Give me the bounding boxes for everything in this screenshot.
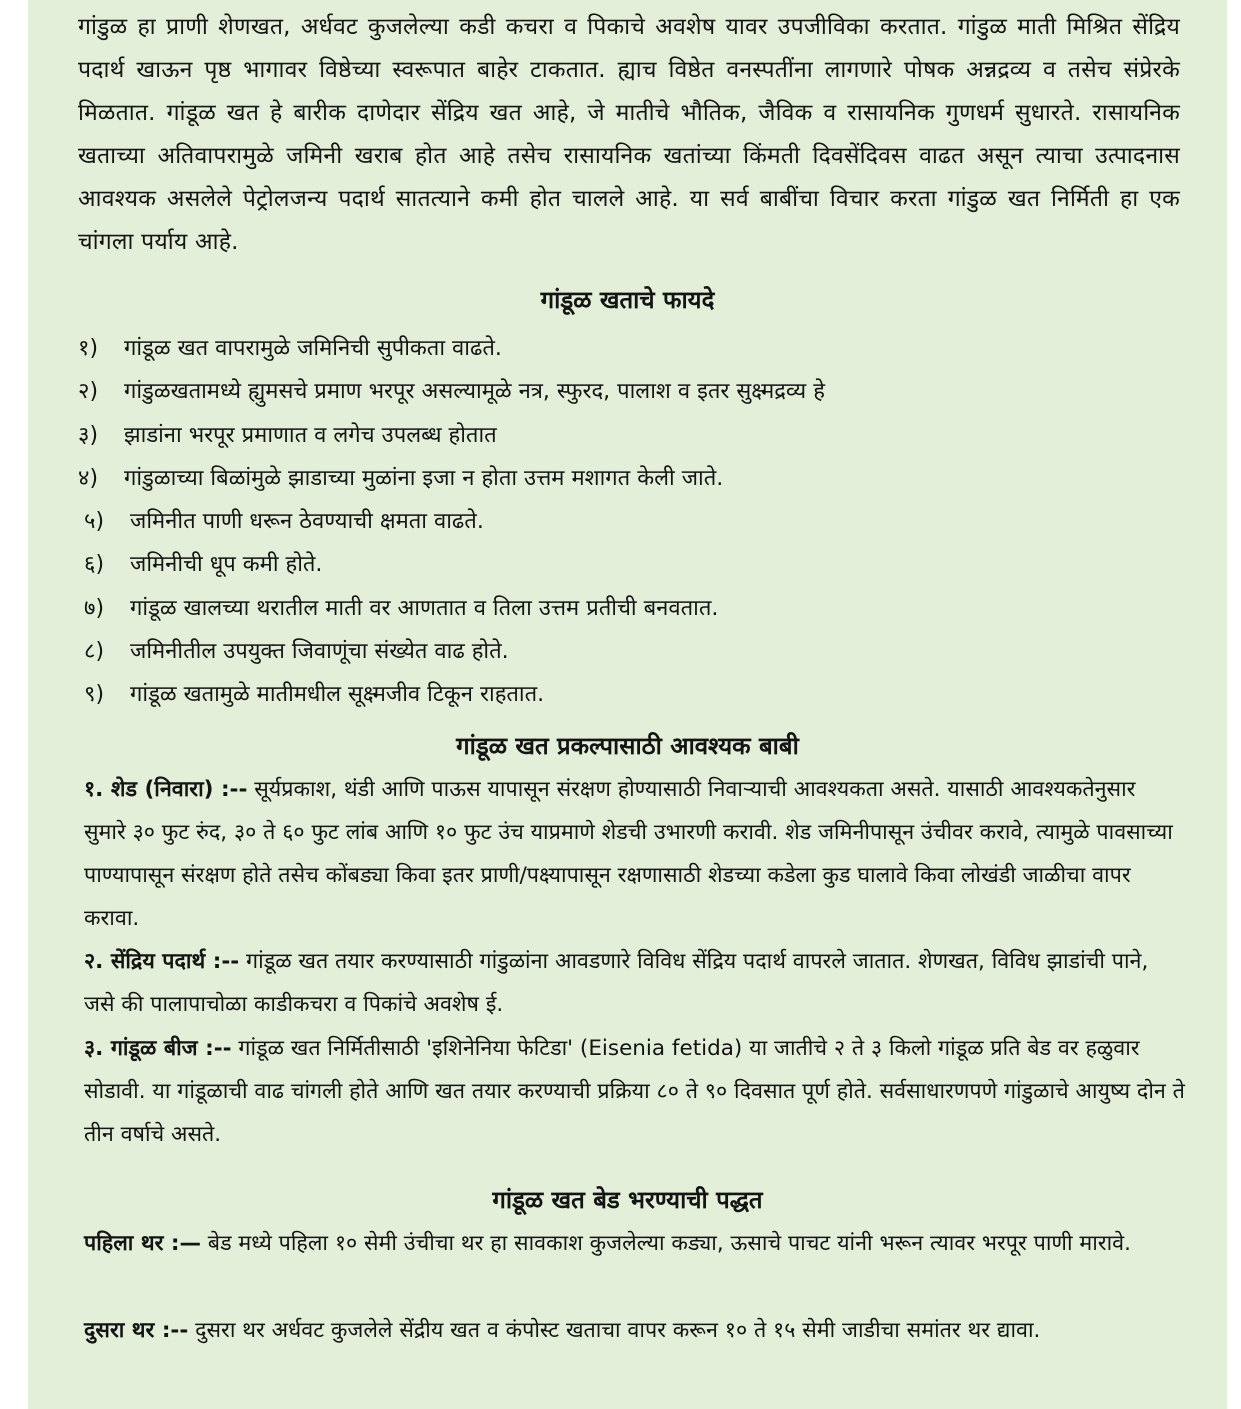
layer1-paragraph (84, 1222, 1180, 1265)
item-number: ६) (84, 552, 105, 578)
item-text: जमिनीतील उपयुक्त जिवाणूंचा संख्येत वाढ होते. (130, 639, 509, 665)
list-item (78, 543, 1180, 586)
shed-label: १. शेड (निवारा) :-- (84, 777, 248, 802)
shed-text: सूर्यप्रकाश, थंडी आणि पाऊस यापासून संरक्षण होण्यासाठी निवाऱ्याची आवश्यकता असते. यासाठी आवश्यकतेनुसार सुमारे ३० फुट रुंद, ३० ते ६० फुट लांब आणि १० फुट उंच याप्रमाणे शेडची उभारणी करावी. शेड जमिनीपासून उंचीवर करावे, त्यामुळे पावसाच्या पाण्यापासून संरक्षण होते तसेच कोंबड्या किवा इतर प्राणी/पक्ष्यापासून रक्षणासाठी शेडच्या कडेला कुड घालावे किवा लोखंडी जाळीचा वापर करावा. (84, 777, 1173, 931)
item-text: गांडूळ खत वापरामुळे जमिनिची सुपीकता वाढते. (124, 336, 502, 361)
document-page (28, 0, 1227, 1409)
layer2-paragraph (84, 1309, 1180, 1352)
seed-label: ३. गांडूळ बीज :-- (84, 1036, 232, 1061)
organic-paragraph (84, 940, 1180, 1026)
item-number: ९) (84, 682, 105, 708)
benefits-list (78, 327, 1180, 717)
list-item (78, 673, 1180, 716)
item-text: जमिनीची धूप कमी होते. (130, 552, 323, 578)
list-item (78, 630, 1180, 673)
bed-method-heading: गांडूळ खत बेड भरण्याची पद्धत (492, 1186, 763, 1214)
item-number: ८) (84, 639, 105, 665)
item-text: झाडांना भरपूर प्रमाणात व लगेच उपलब्ध होतात (124, 422, 497, 448)
item-number: ७) (84, 595, 105, 621)
organic-label: २. सेंद्रिय पदार्थ :-- (84, 949, 240, 974)
item-text: जमिनीत पाणी धरून ठेवण्याची क्षमता वाढते. (130, 509, 484, 535)
item-text: गांडूळ खतामुळे मातीमधील सूक्ष्मजीव टिकून राहतात. (130, 682, 545, 708)
seed-text: गांडूळ खत निर्मितीसाठी 'इशिनेनिया फेटिडा' (Eisenia fetida) या जातीचे २ ते ३ किलो गांडूळ प्रति बेड वर हळुवार सोडावी. या गांडूळाची वाढ चांगली होते आणि खत तयार करण्याची प्रक्रिया ८० ते ९० दिवसात पूर्ण होते. सर्वसाधारणपणे गांडुळाचे आयुष्य दोन ते तीन वर्षाचे असते. (84, 1036, 1185, 1147)
list-item (78, 370, 1180, 413)
item-text: गांडूळ खालच्या थरातील माती वर आणतात व तिला उत्तम प्रतीची बनवतात. (130, 595, 719, 621)
list-item (78, 587, 1180, 630)
benefits-heading: गांडूळ खताचे फायदे (540, 286, 715, 314)
item-number: ४) (78, 465, 99, 491)
layer2-label: दुसरा थर :-- (84, 1318, 189, 1343)
item-number: १) (78, 336, 99, 361)
seed-paragraph (84, 1027, 1194, 1156)
layer1-text: बेड मध्ये पहिला १० सेमी उंचीचा थर हा सावकाश कुजलेल्या कड्या, ऊसाचे पाचट यांनी भरून त्यावर भरपूर पाणी मारावे. (200, 1231, 1131, 1256)
item-number: ५) (84, 509, 105, 535)
list-item (78, 327, 1180, 370)
organic-text: गांडूळ खत तयार करण्यासाठी गांडुळांना आवडणारे विविध सेंद्रिय पदार्थ वापरले जातात. शेणखत, विविध झाडांची पाने, जसे की पालापाचोळा काडीकचरा व पिकांचे अवशेष ई. (84, 949, 1149, 1017)
item-text: गांडुळखतामध्ये ह्युमसचे प्रमाण भरपूर असल्यामूळे नत्र, स्फुरद, पालाश व इतर सुक्ष्मद्रव्य हे (124, 379, 825, 405)
item-text: गांडुळाच्या बिळांमुळे झाडाच्या मुळांना इजा न होता उत्तम मशागत केली जाते. (124, 465, 724, 491)
list-item (78, 457, 1180, 500)
shed-paragraph (84, 768, 1180, 940)
requirements-heading: गांडूळ खत प्रकल्पासाठी आवश्यक बाबी (456, 732, 799, 760)
layer1-label: पहिला थर :— (84, 1231, 201, 1256)
intro-paragraph: गांडुळ हा प्राणी शेणखत, अर्धवट कुजलेल्या कडी कचरा व पिकाचे अवशेष यावर उपजीविका करतात. गांडुळ माती मिश्रित सेंद्रिय पदार्थ खाऊन पृष्ठ भागावर विष्ठेच्या स्वरूपात बाहेर टाकतात. ह्याच विष्ठेत वनस्पतींना लागणारे पोषक अन्नद्रव्य व तसेच संप्रेरके मिळतात. गांडूळ खत हे बारीक दाणेदार सेंद्रिय खत आहे, जे मातीचे भौतिक, जैविक व रासायनिक गुणधर्म सुधारते. रासायनिक खताच्या अतिवापरामुळे जमिनी खराब होत आहे तसेच रासायनिक खतांच्या किंमती दिवसेंदिवस वाढत असून त्याचा उत्पादनास आवश्यक असलेले पेट्रोलजन्य पदार्थ सातत्याने कमी होत चालले आहे. या सर्व बाबींचा विचार करता गांडुळ खत निर्मिती हा एक चांगला पर्याय आहे. (78, 14, 1180, 255)
layer2-text: दुसरा थर अर्धवट कुजलेले सेंद्रीय खत व कंपोस्ट खताचा वापर करून १० ते १५ सेमी जाडीचा समांतर थर द्यावा. (188, 1318, 1041, 1343)
list-item (78, 500, 1180, 543)
item-number: २) (78, 379, 99, 405)
list-item (78, 414, 1180, 457)
item-number: ३) (78, 422, 99, 448)
